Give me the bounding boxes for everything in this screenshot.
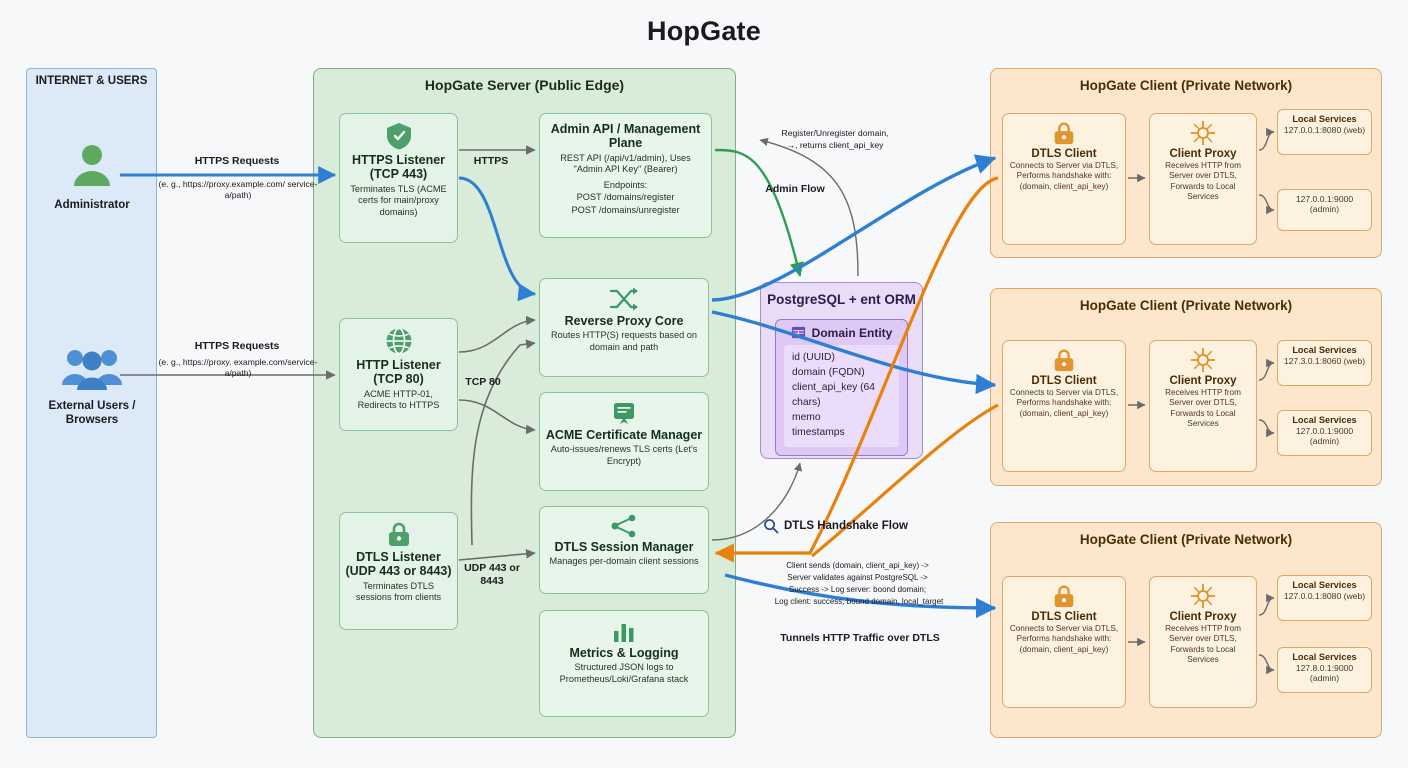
shield-icon (384, 121, 414, 151)
admin-api-endpoint-1: POST /domains/unregister (571, 204, 680, 215)
search-icon (763, 518, 779, 534)
client-3-service-1-title: Local Services (1292, 652, 1357, 662)
client-2-service-0-title: Local Services (1292, 345, 1357, 355)
external-users-label: External Users / Browsers (48, 400, 136, 426)
label-dtls-handshake-flow: DTLS Handshake Flow (784, 520, 908, 532)
bar-chart-icon (611, 618, 637, 644)
page-title: HopGate (647, 16, 761, 46)
domain-entity (775, 319, 908, 456)
client-1-proxy-title: Client Proxy (1169, 148, 1237, 160)
internet-panel-label: INTERNET & USERS (35, 75, 148, 87)
lock-icon (1051, 583, 1077, 609)
database-panel (760, 282, 923, 459)
admin-api-card[interactable] (539, 113, 712, 238)
https-listener-desc: Terminates TLS (ACME certs for main/proxy domains) (350, 183, 447, 217)
client-1-service-0-title: Local Services (1292, 114, 1357, 124)
reverse-proxy-title: Reverse Proxy Core (564, 314, 684, 328)
label-admin-flow: Admin Flow (765, 183, 825, 195)
domain-entity-title: Domain Entity (811, 325, 893, 340)
label-handshake-detail-1: Server validates against PostgreSQL -> (787, 573, 928, 582)
client-1-proxy[interactable] (1149, 113, 1257, 245)
label-https-edge: HTTPS (473, 155, 509, 167)
entity-field-3: memo (792, 411, 821, 423)
client-3-service-1[interactable] (1277, 647, 1372, 693)
actor-external-users (30, 345, 154, 428)
client-2-dtls-client[interactable] (1002, 340, 1126, 472)
client-panel-3-title: HopGate Client (Private Network) (1079, 532, 1293, 547)
reverse-proxy-card[interactable] (539, 278, 709, 377)
https-listener-card[interactable] (339, 113, 458, 243)
dtls-listener-desc: Terminates DTLS sessions from clients (355, 580, 442, 603)
client-1-proxy-desc: Receives HTTP from Server over DTLS, Forwards to Local Services (1165, 161, 1241, 201)
label-handshake-detail-2: Success -> Log server: boond domain; (788, 585, 927, 594)
label-tunnel: Tunnels HTTP Traffic over DTLS (780, 632, 940, 644)
client-3-dtls-desc: Connects to Server via DTLS, Performs handshake with: (domain, client_api_key) (1009, 624, 1119, 654)
client-3-service-1-addr: 127.8.0.1:9000 (admin) (1295, 663, 1354, 684)
table-icon (791, 325, 806, 340)
client-1-service-0-addr: 127.0.0.1:8080 (web) (1283, 125, 1366, 136)
administrator-label: Administrator (54, 199, 130, 211)
metrics-logging-title: Metrics & Logging (569, 646, 679, 660)
label-tcp-80: TCP 80 (465, 376, 501, 388)
dtls-session-manager-desc: Manages per-domain client sessions (549, 556, 699, 567)
client-3-service-0-title: Local Services (1292, 580, 1357, 590)
client-2-service-1[interactable] (1277, 410, 1372, 456)
client-panel-2-title: HopGate Client (Private Network) (1079, 298, 1293, 313)
client-1-service-1-addr: 127.0.0.1:9000 (admin) (1295, 194, 1354, 215)
client-1-dtls-title: DTLS Client (1031, 148, 1097, 160)
acme-title: ACME Certificate Manager (545, 428, 703, 442)
label-handshake-detail-0: Client sends (domain, client_api_key) -> (786, 561, 929, 570)
entity-field-2: client_api_key (64 chars) (792, 381, 875, 408)
lock-icon (385, 520, 413, 548)
client-2-proxy-title: Client Proxy (1169, 375, 1237, 387)
label-https-requests-users: HTTPS Requests (194, 340, 280, 352)
dtls-listener-card[interactable] (339, 512, 458, 630)
metrics-logging-desc: Structured JSON logs to Prometheus/Loki/Grafana stack (559, 662, 689, 684)
label-udp-443: UDP 443 or 8443 (464, 562, 520, 588)
client-panel-1-title: HopGate Client (Private Network) (1079, 78, 1293, 93)
client-3-dtls-client[interactable] (1002, 576, 1126, 708)
https-listener-title: HTTPS Listener (TCP 443) (351, 153, 446, 182)
client-3-service-0[interactable] (1277, 575, 1372, 621)
admin-api-endpoints-label: Endpoints: (603, 179, 648, 190)
entity-field-0: id (UUID) (792, 352, 835, 363)
client-2-service-1-title: Local Services (1292, 415, 1357, 425)
client-2-dtls-desc: Connects to Server via DTLS, Performs handshake with: (domain, client_api_key) (1009, 388, 1119, 418)
client-2-dtls-title: DTLS Client (1031, 375, 1097, 387)
client-1-dtls-client[interactable] (1002, 113, 1126, 245)
dtls-handshake-flow-row (763, 518, 908, 534)
acme-desc: Auto-issues/renews TLS certs (Let's Encrypt) (550, 444, 698, 466)
client-2-service-0-addr: 127.3.0.1:8060 (web) (1283, 356, 1366, 367)
actor-administrator (40, 140, 144, 211)
globe-icon (384, 326, 414, 356)
shuffle-icon (609, 286, 639, 312)
acme-card[interactable] (539, 392, 709, 491)
client-3-proxy[interactable] (1149, 576, 1257, 708)
dtls-session-manager-title: DTLS Session Manager (554, 540, 694, 554)
admin-api-endpoint-0: POST /domains/register (576, 192, 675, 203)
client-3-proxy-desc: Receives HTTP from Server over DTLS, Forwards to Local Services (1165, 624, 1241, 664)
share-nodes-icon (610, 514, 638, 538)
admin-api-desc: REST API (/api/v1/admin), Uses "Admin API Key" (Bearer) (560, 152, 691, 175)
lock-icon (1051, 120, 1077, 146)
client-3-proxy-title: Client Proxy (1169, 611, 1237, 623)
entity-field-4: timestamps (792, 426, 845, 438)
label-https-requests-admin-sub: (e. g., https://proxy.example.com/ service-a/path) (158, 179, 318, 200)
http-listener-card[interactable] (339, 318, 458, 431)
label-handshake-detail-3: Log client: success, bound domain, local_target (774, 597, 944, 606)
metrics-logging-card[interactable] (539, 610, 709, 717)
admin-api-title: Admin API / Management Plane (550, 122, 701, 151)
network-icon (1190, 347, 1216, 373)
client-2-proxy-desc: Receives HTTP from Server over DTLS, Forwards to Local Services (1165, 388, 1241, 428)
network-icon (1190, 583, 1216, 609)
client-2-service-0[interactable] (1277, 340, 1372, 386)
entity-field-1: domain (FQDN) (792, 366, 865, 378)
domain-entity-title-row (784, 325, 899, 340)
reverse-proxy-desc: Routes HTTP(S) requests based on domain and path (550, 330, 698, 352)
client-2-service-1-addr: 127.0.0.1:9000 (admin) (1295, 426, 1354, 447)
person-icon (66, 140, 118, 192)
server-panel-title: HopGate Server (Public Edge) (424, 77, 625, 93)
people-icon (61, 345, 123, 393)
http-listener-desc: ACME HTTP-01, Redirects to HTTPS (357, 388, 440, 411)
network-icon (1190, 120, 1216, 146)
label-register-1: Register/Unregister domain, (781, 128, 889, 138)
label-register-2: →, returns client_api_key (786, 140, 884, 150)
domain-entity-fields (784, 345, 899, 447)
client-3-service-0-addr: 127.0.0.1:8080 (web) (1283, 591, 1366, 602)
label-https-requests-users-sub: (e. g., https://proxy. example.com/service-a/path) (158, 357, 318, 378)
client-1-dtls-desc: Connects to Server via DTLS, Performs handshake with: (domain, client_api_key) (1009, 161, 1119, 191)
client-1-service-1[interactable] (1277, 189, 1372, 231)
dtls-listener-title: DTLS Listener (UDP 443 or 8443) (345, 550, 452, 579)
client-1-service-0[interactable] (1277, 109, 1372, 155)
client-2-proxy[interactable] (1149, 340, 1257, 472)
label-https-requests-admin: HTTPS Requests (194, 155, 280, 167)
database-title: PostgreSQL + ent ORM (767, 292, 916, 307)
dtls-session-manager-card[interactable] (539, 506, 709, 594)
certificate-icon (611, 400, 637, 426)
http-listener-title: HTTP Listener (TCP 80) (356, 358, 441, 387)
client-3-dtls-title: DTLS Client (1031, 611, 1097, 623)
lock-icon (1051, 347, 1077, 373)
